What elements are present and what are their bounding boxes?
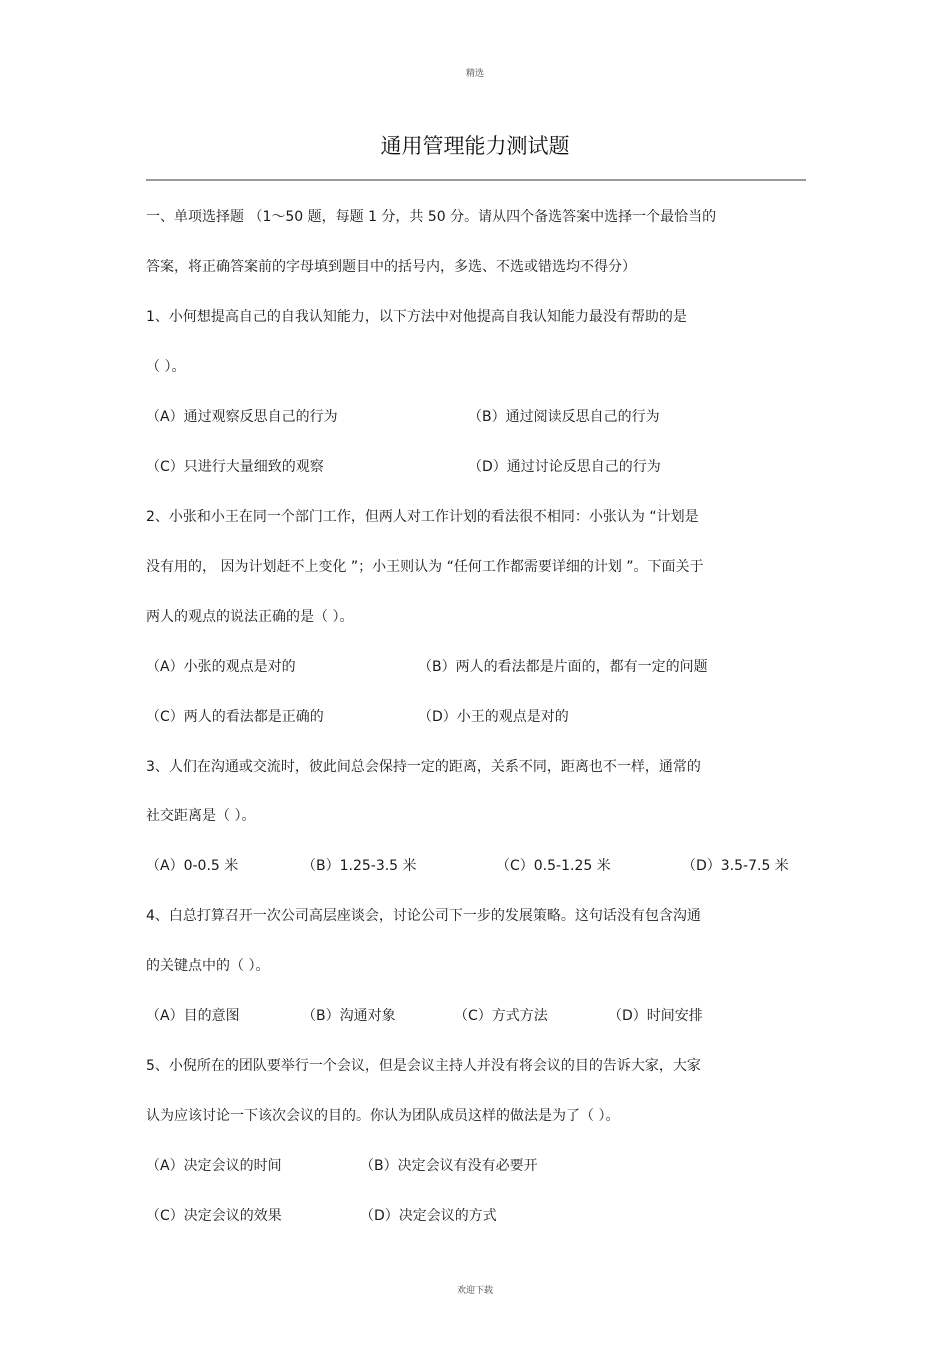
page-header-note: 精选 <box>465 69 484 79</box>
question-2-stem-line-2: 没有用的， 因为计划赶不上变化 ”；小王则认为 “任何工作都需要详细的计划 ”。下面关于 <box>146 559 704 575</box>
question-1-option-b: （B）通过阅读反思自己的行为 <box>468 409 660 425</box>
question-5-option-a: （A）决定会议的时间 <box>146 1158 282 1174</box>
question-1-option-c: （C）只进行大量细致的观察 <box>146 459 324 475</box>
question-3-option-a: （A）0-0.5 米 <box>146 858 239 874</box>
question-2-option-d: （D）小王的观点是对的 <box>418 709 569 725</box>
section-instructions-line-2: 答案，将正确答案前的字母填到题目中的括号内，多选、不选或错选均不得分） <box>146 259 636 275</box>
question-5-stem-line-2: 认为应该讨论一下该次会议的目的。你认为团队成员这样的做法是为了（ ）。 <box>146 1108 620 1124</box>
question-1-option-d: （D）通过讨论反思自己的行为 <box>468 459 661 475</box>
question-4-option-c: （C）方式方法 <box>454 1008 548 1024</box>
question-4-option-b: （B）沟通对象 <box>302 1008 396 1024</box>
question-5-option-c: （C）决定会议的效果 <box>146 1208 282 1224</box>
question-5-stem-line-1: 5、小倪所在的团队要举行一个会议，但是会议主持人并没有将会议的目的告诉大家，大家 <box>146 1058 701 1074</box>
question-4-option-a: （A）目的意图 <box>146 1008 240 1024</box>
question-1-stem: 1、小何想提高自己的自我认知能力，以下方法中对他提高自我认知能力最没有帮助的是 <box>146 309 687 325</box>
question-5-option-d: （D）决定会议的方式 <box>360 1208 497 1224</box>
question-3-stem-line-1: 3、人们在沟通或交流时，彼此间总会保持一定的距离，关系不同，距离也不一样，通常的 <box>146 759 701 775</box>
question-1-option-a: （A）通过观察反思自己的行为 <box>146 409 338 425</box>
question-2-stem-line-1: 2、小张和小王在同一个部门工作，但两人对工作计划的看法很不相同：小张认为 “计划是 <box>146 509 699 525</box>
title-divider <box>146 179 806 181</box>
question-5-option-b: （B）决定会议有没有必要开 <box>360 1158 538 1174</box>
page-footer-note: 欢迎下载 <box>456 1286 493 1296</box>
question-2-option-b: （B）两人的看法都是片面的，都有一定的问题 <box>418 659 708 675</box>
question-4-option-d: （D）时间安排 <box>608 1008 703 1024</box>
question-2-option-a: （A）小张的观点是对的 <box>146 659 296 675</box>
page-title: 通用管理能力测试题 <box>380 134 570 158</box>
question-3-stem-line-2: 社交距离是（ ）。 <box>146 808 256 824</box>
question-3-option-b: （B）1.25-3.5 米 <box>302 858 417 874</box>
question-2-option-c: （C）两人的看法都是正确的 <box>146 709 324 725</box>
section-instructions-line-1: 一、单项选择题 （1～50 题，每题 1 分，共 50 分。请从四个备选答案中选择一个最恰当的 <box>146 209 717 225</box>
question-1-blank: （ ）。 <box>146 359 186 375</box>
question-4-stem-line-2: 的关键点中的（ ）。 <box>146 958 270 974</box>
question-3-option-c: （C）0.5-1.25 米 <box>496 858 611 874</box>
question-4-stem-line-1: 4、白总打算召开一次公司高层座谈会，讨论公司下一步的发展策略。这句话没有包含沟通 <box>146 908 701 924</box>
question-3-option-d: （D）3.5-7.5 米 <box>682 858 789 874</box>
question-2-stem-line-3: 两人的观点的说法正确的是（ ）。 <box>146 609 354 625</box>
